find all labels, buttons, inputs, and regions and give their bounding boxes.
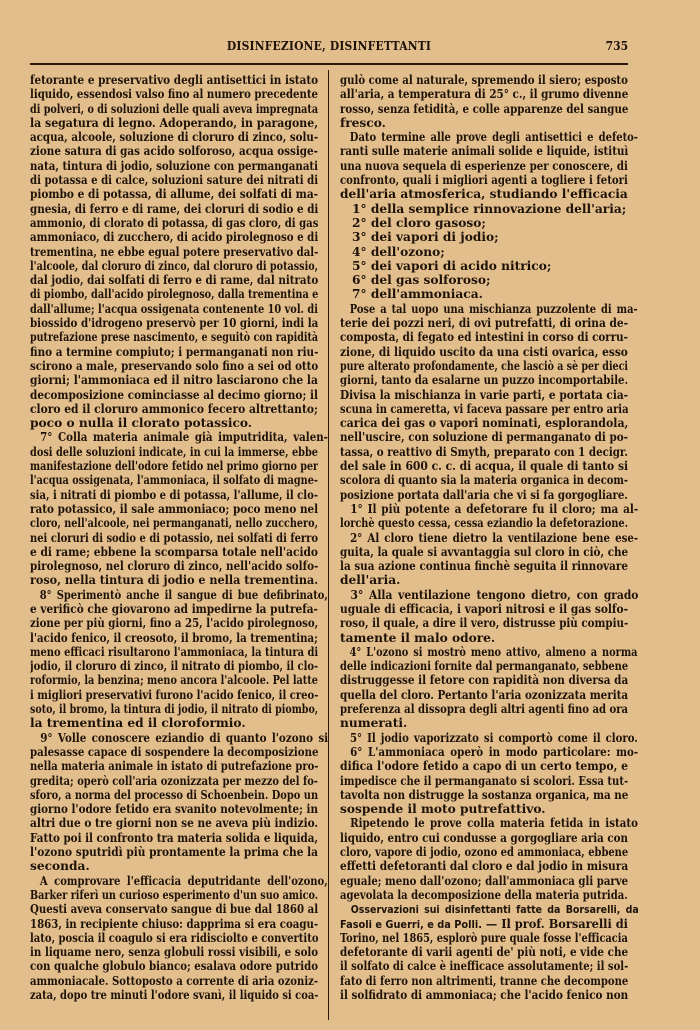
text-line: meno efficaci risultarono l'ammoniaca, la tintura di (30, 644, 319, 659)
text-line: giorno l'odore fetido era svanito notevolmente; in (30, 802, 318, 817)
text-line: biossido d'idrogeno preservò per 10 giorni, indi la (30, 316, 318, 331)
text-line: rato potassico, il sale ammoniaco; poco meno nel (30, 501, 319, 516)
text-line: Barker riferì un curioso esperimento d'un suo amico. (30, 887, 318, 902)
text-line: giorni, tanto da esalarne un puzzo incomportabile. (340, 373, 629, 388)
text-line: zione satura di gas acido solforoso, acqua ossige- (30, 144, 318, 159)
text-line: l'acido fenico, il creosoto, il bromo, la trementina; (30, 630, 318, 645)
text-line: guita, la quale si avvantaggia sul cloro in ciò, che (340, 544, 629, 559)
text-line: lorchè questo cessa, cessa eziandio la defetorazione. (340, 516, 628, 531)
text-line: fetorante e preservativo degli antisettici in istato (30, 73, 319, 87)
text-line: uguale di efficacia, i vapori nitrosi e il gas solfo- (340, 601, 628, 616)
text-line: dell'aria atmosferica, studiando l'efficacia (340, 187, 628, 202)
text-line: 7° dell'ammoniaca. (352, 287, 483, 302)
text-line: 6° L'ammoniaca operò in modo particolare: mo- (350, 744, 639, 759)
text-line: il solfato di calce è inefficace assolutamente; il sol- (340, 959, 629, 974)
text-line: 4° L'ozono si mostrò meno attivo, almeno a norma (349, 644, 638, 659)
text-line: acqua, alcoole, soluzione di cloruro di zinco, solu- (30, 130, 318, 145)
text-line: posizione portata dall'aria che vi si fa gorgogliare. (340, 487, 628, 502)
text-line: zione, di liquido uscito da una cisti ovarica, esso (340, 344, 628, 359)
text-line: e verificò che giovarono ad impedirne la putrefa- (30, 601, 318, 616)
text-line: la sua azione continua finchè seguita il rinnovare (340, 559, 628, 574)
text-line: 1° Il più potente a defetorare fu il cloro; ma al- (350, 501, 639, 516)
text-line: Fatto poi il confronto tra materia solida e liquida, (30, 830, 318, 845)
text-line: putrefazione prese nascimento, e seguitò con rapidità (30, 330, 318, 345)
text-line: 5° dei vapori di acido nitrico; (352, 258, 552, 273)
text-line: sia, i nitrati di piombo e di potassa, l'allume, il clo- (30, 487, 318, 502)
text-line: zata, dopo tre minuti l'odore svanì, il liquido si coa- (30, 988, 319, 1002)
text-line: cloro ed il cloruro ammonico fecero altrettanto; (30, 401, 318, 416)
section-heading-line (340, 902, 639, 916)
text-line: quella del cloro. Pertanto l'aria ozonizzata merita (340, 687, 629, 702)
text-line: 5° Il jodio vaporizzato si comportò come il cloro. (349, 730, 638, 745)
text-line: poco o nulla il clorato potassico. (30, 416, 253, 431)
text-line: la segatura di legno. Adoperando, in paragone, (30, 115, 318, 130)
header-rule (30, 63, 628, 65)
text-line: terie dei pozzi neri, di ovi putrefatti, di orina de- (340, 316, 628, 331)
text-line: tamente il malo odore. (340, 630, 496, 645)
text-line: A comprovare l'efficacia deputridante dell'ozono, (39, 873, 328, 888)
text-line: tassa, o reattivo di Smyth, preparato con 1 decigr. (340, 444, 628, 459)
text-line: palesasse capace di sospendere la decomposizione (30, 744, 319, 759)
text-line: di polveri, o di soluzioni delle quali aveva impregnata (30, 101, 319, 116)
text-line: i migliori preservativi furono l'acido fenico, il creo- (30, 687, 319, 702)
text-line: effetti defetoranti dal cloro e dal jodio in misura (340, 859, 628, 874)
text-line: agevolata la decomposizione della materia putrida. (340, 887, 628, 902)
text-line: la trementina ed il cloroformio. (30, 716, 246, 731)
text-line: nei cloruri di sodio e di potassio, nei solfati di ferro (30, 530, 319, 545)
text-line: lato, poscia il coagulo si era ridisciolto e convertito (30, 930, 319, 945)
text-line: manifestazione dell'odore fetido nel primo giorno per (30, 459, 319, 474)
text-line: confronto, quali i migliori agenti a togliere i fetori (340, 173, 628, 188)
text-line: 6° del gas solforoso; (352, 273, 491, 288)
text-line: composta, di fegato ed intestini in corso di corru- (340, 330, 628, 345)
text-line: di potassa e di calce, soluzioni sature dei nitrati di (30, 173, 318, 188)
text-line: gulò come al naturale, spremendo il siero; esposto (340, 73, 628, 87)
text-line: dosi delle soluzioni indicate, in cui la immerse, ebbe (30, 444, 318, 459)
text-line: Torino, nel 1865, esplorò pure quale fosse l'efficacia (340, 930, 628, 945)
text-line: scirono a male, preservando solo fino a sei od otto (30, 358, 319, 373)
text-line: cloro, nell'alcoole, nei permanganati, nello zucchero, (30, 516, 318, 531)
text-line: scolora di quanto sia la materia organica in decom- (340, 473, 629, 488)
text-line: eguale; meno dall'ozono; dall'ammoniaca gli parve (340, 873, 628, 888)
text-line: soto, il bromo, la tintura di jodio, il nitrato di piombo, (30, 702, 318, 717)
text-line: pure alterato profondamente, che lasciò a sè per dieci (340, 358, 628, 373)
text-line: nella materia animale in istato di putrefazione pro- (30, 759, 319, 774)
text-line: all'aria, a temperatura di 25° c., il grumo divenne (340, 87, 629, 102)
text-line: l'acqua ossigenata, l'ammoniaca, il solfato di magne- (30, 473, 318, 488)
text-line: giorni; l'ammoniaca ed il nitro lasciarono che la (30, 373, 318, 388)
text-line: impedisce che il permanganato si scolori. Essa tut- (340, 773, 628, 788)
text-run: — Il prof. Borsarelli di (481, 916, 628, 931)
text-line: roformio, la benzina; meno ancora l'alcoole. Pel latte (30, 673, 318, 688)
text-line: gredita; operò coll'aria ozonizzata per mezzo del fo- (30, 773, 318, 788)
text-line: difica l'odore fetido a capo di un certo tempo, e (340, 759, 629, 774)
text-line: piombo e di potassa, di allume, dei solfati di ma- (30, 187, 319, 202)
text-line: roso, nella tintura di jodio e nella trementina. (30, 573, 318, 588)
text-line: dell'aria. (340, 573, 401, 588)
text-line: nell'uscire, con soluzione di permanganato di po- (340, 430, 628, 445)
text-line: zione per più giorni, fino a 25, l'acido pirolegnoso, (30, 616, 319, 631)
text-line: 3° Alla ventilazione tengono dietro, con grado (350, 587, 639, 602)
text-line: preferenza al dissopra degli altri agenti fino ad ora (340, 702, 628, 717)
text-line: sospende il moto putrefattivo. (340, 802, 546, 817)
text-line: liquido, entro cui condusse a gorgogliare aria con (340, 830, 628, 845)
text-line: 9° Volle conoscere eziandio di quanto l'ozono si (40, 730, 329, 745)
text-line: seconda. (30, 859, 90, 874)
running-header (30, 38, 628, 58)
text-line: Pose a tal uopo una mischianza puzzolente di ma- (349, 301, 638, 316)
column-divider (328, 70, 329, 1020)
text-line: Questi aveva conservato sangue di bue dal 1860 al (30, 902, 319, 917)
text-line: 1° della semplice rinnovazione dell'aria; (352, 201, 627, 216)
text-line: in liquame nero, senza globuli rossi visibili, e solo (30, 945, 319, 960)
text-line: fresco. (340, 115, 386, 130)
text-line: e di rame; ebbene la scomparsa totale nell'acido (30, 544, 318, 559)
section-heading: Osservazioni sui disinfettanti fatte da Borsarelli, da (350, 904, 639, 917)
running-title: DISINFEZIONE, DISINFETTANTI (226, 38, 432, 53)
text-line: 2° del cloro gasoso; (352, 215, 486, 230)
section-heading-line (340, 917, 628, 931)
text-line: tavolta non distrugge la sostanza organica, ma ne (340, 787, 629, 802)
text-line: decomposizione cominciasse al decimo giorno; il (30, 387, 318, 402)
text-line: dall'allume; l'acqua ossigenata contenente 10 vol. di (30, 301, 318, 316)
text-line: una nuova sequela di esperienze per conoscere, di (340, 158, 628, 173)
text-line: fato di ferro non altrimenti, tranne che decompone (340, 973, 629, 988)
text-line: delle indicazioni fornite dal permanganato, sebbene (340, 659, 629, 674)
left-column (30, 73, 329, 1002)
text-line: numerati. (340, 716, 408, 731)
text-line: rosso, senza fetidità, e colle apparenze del sangue (340, 101, 629, 116)
text-line: pirolegnoso, nel cloruro di zinco, nell'acido solfo- (30, 559, 319, 574)
text-line: ammoniaco, di zucchero, di acido pirolegnoso e di (30, 230, 319, 245)
text-line: altri due o tre giorni non se ne aveva più indizio. (30, 816, 319, 831)
text-line: carica dei gas o vapori nominati, esplorandola, (340, 416, 628, 431)
text-line: ranti sulle materie animali solide e liquide, istituì (340, 144, 629, 159)
text-line: 2° Al cloro tiene dietro la ventilazione bene ese- (350, 530, 639, 545)
text-line: Divisa la mischianza in varie parti, e portata cia- (340, 387, 629, 402)
text-line: l'alcoole, dal cloruro di zinco, dal cloruro di potassio, (30, 258, 318, 273)
text-line: con qualche globulo bianco; esalava odore putrido (30, 959, 319, 974)
text-line: distruggesse il fetore con rapidità non diversa da (340, 673, 629, 688)
text-line: roso, il quale, a dire il vero, distrusse più compiu- (340, 616, 629, 631)
text-line: 8° Sperimentò anche il sangue di bue defibrinato, (39, 587, 328, 602)
text-line: dal jodio, dai solfati di ferro e di rame, dal nitrato (30, 273, 319, 288)
section-heading: Fasoli e Guerri, e da Polli. (340, 918, 482, 931)
text-line: l'ozono sputridì più prontamente la prima che la (30, 845, 318, 860)
text-line: gnesia, di ferro e di rame, dei cloruri di sodio e di (30, 201, 318, 216)
text-line: sforo, a norma del processo di Schoenbein. Dopo un (30, 787, 319, 802)
text-line: cloro, vapore di jodio, ozono ed ammoniaca, ebbene (340, 845, 629, 860)
right-column (340, 73, 639, 1002)
text-line: jodio, il cloruro di zinco, il nitrato di piombo, il clo- (30, 659, 318, 674)
text-line: scuna in cameretta, vi faceva passare per entro aria (340, 401, 629, 416)
text-line: di piombo, dall'acido pirolegnoso, dalla trementina e (30, 287, 319, 302)
text-line: ammonio, di clorato di potassa, di gas cloro, di gas (30, 215, 319, 230)
text-line: il solfidrato di ammoniaca; che l'acido fenico non (340, 988, 629, 1002)
text-line: 7° Colla materia animale già imputridita, valen- (40, 430, 328, 445)
text-line: del sale in 600 c. c. di acqua, il quale di tanto si (340, 459, 629, 474)
page-number: 735 (605, 38, 628, 53)
text-line: ammoniacale. Sottoposto a corrente di aria ozoniz- (30, 973, 318, 988)
text-line: defetorante di varii agenti de' più noti, e vide che (340, 945, 628, 960)
text-line: 4° dell'ozono; (352, 244, 445, 259)
text-line: nata, tintura di jodio, soluzione con permanganati (30, 158, 318, 173)
text-line: fino a termine compiuto; i permanganati non riu- (30, 344, 319, 359)
text-line: trementina, ne ebbe egual potere preservativo dal- (30, 244, 319, 259)
text-line: Dato termine alle prove degli antisettici e defeto- (349, 130, 638, 145)
text-line: Ripetendo le prove colla materia fetida in istato (350, 816, 638, 831)
text-line: 3° dei vapori di jodio; (352, 230, 499, 245)
text-line: 1863, in recipiente chiuso: dapprima si era coagu- (30, 916, 319, 931)
text-line: liquido, essendosi valso fino al numero precedente (30, 87, 318, 102)
